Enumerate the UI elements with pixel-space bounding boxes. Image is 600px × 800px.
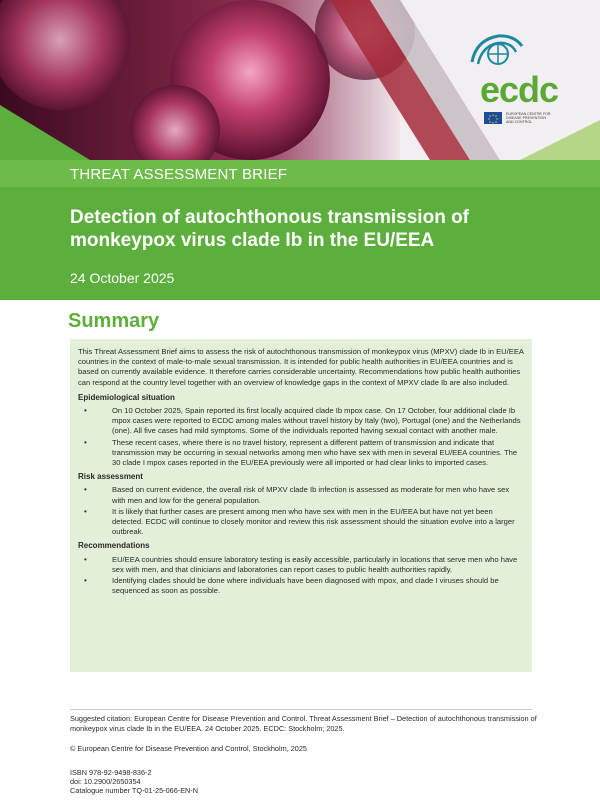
citation: Suggested citation: European Centre for Disease Prevention and Control. Threat Assessment Brief – Detection of autochthonous transmission of monkeypox virus clade Ib in the EU/EEA. 24 October 2025. ECDC: Stockholm; 2025.: [70, 714, 537, 733]
summary-heading: Summary: [68, 310, 160, 332]
document-title: Detection of autochthonous transmission of monkeypox virus clade Ib in the EU/EEA: [70, 207, 470, 251]
eu-flag-icon: [484, 112, 502, 124]
recommendation-bullets: [78, 555, 524, 597]
title-band: [0, 160, 600, 300]
summary-intro: This Threat Assessment Brief aims to assess the risk of autochthonous transmission of monkeypox virus (MPXV) clade Ib in EU/EEA countries in the context of male-to-male sexual transmission. It is intended for public health authorities in EU/EEA countries and is based on currently available evidence. It therefore carries considerable uncertainty. Recommendations how public health authorities can respond at the country level together with an overview of knowledge gaps in the context of MPXV clade Ib are also included.: [78, 347, 524, 387]
cover-image: [0, 0, 600, 160]
epi-bullets: [78, 406, 524, 468]
copyright: © European Centre for Disease Prevention and Control, Stockholm, 2025: [70, 744, 307, 753]
ecdc-logo: [462, 32, 582, 122]
section-heading-risk: Risk assessment: [78, 472, 143, 482]
isbn: ISBN 978-92-9498-836-2: [70, 768, 152, 777]
risk-bullets: [78, 485, 524, 537]
agency-name: EUROPEAN CENTRE FOR DISEASE PREVENTION AND CONTROL: [506, 112, 551, 124]
summary-box: [70, 339, 532, 672]
catalogue-number: Catalogue number TQ-01-25-066-EN-N: [70, 786, 199, 795]
brand-name: ecdc: [480, 69, 559, 110]
list-item: • Identifying clades should be done where individuals have been diagnosed with mpox, and clade I viruses should be sequenced as soon as possible.: [78, 576, 524, 596]
footer-divider: [70, 709, 532, 710]
doi: doi: 10.2900/2650354: [70, 777, 141, 786]
section-heading-epi: Epidemiological situation: [78, 392, 175, 402]
list-item: • Based on current evidence, the overall risk of MPXV clade Ib infection is assessed as moderate for men who have sex with men and low for the general population.: [78, 485, 524, 505]
document-date: 24 October 2025: [70, 270, 175, 286]
section-heading-recommendations: Recommendations: [78, 541, 150, 551]
list-item: • EU/EEA countries should ensure laboratory testing is easily accessible, particularly in locations that serve men who have sex with men, and that clinicians and laboratories can report cases to public health authorities rapidly.: [78, 555, 524, 575]
list-item: • It is likely that further cases are present among men who have sex with men in the EU/EEA but have not yet been detected. ECDC will continue to closely monitor and review this risk assessment should the situation evolve into a larger outbreak.: [78, 507, 524, 538]
list-item: • On 10 October 2025, Spain reported its first locally acquired clade Ib mpox case. On 17 October, four additional clade Ib mpox cases were reported to ECDC among males without travel history by Italy (two), Portugal (one) and the Netherlands (one). All five cases had mild symptoms. Some of the individuals reported having sexual contact with another male.: [78, 406, 524, 437]
list-item: • These recent cases, where there is no travel history, represent a different pattern of transmission and indicate that transmission may be occurring in sexual networks among men who have sex with men in several EU/EEA countries. The 30 clade I mpox cases reported in the EU/EEA previously were all imported or had clear links to imported cases.: [78, 438, 524, 469]
doc-type-label: THREAT ASSESSMENT BRIEF: [70, 166, 288, 183]
